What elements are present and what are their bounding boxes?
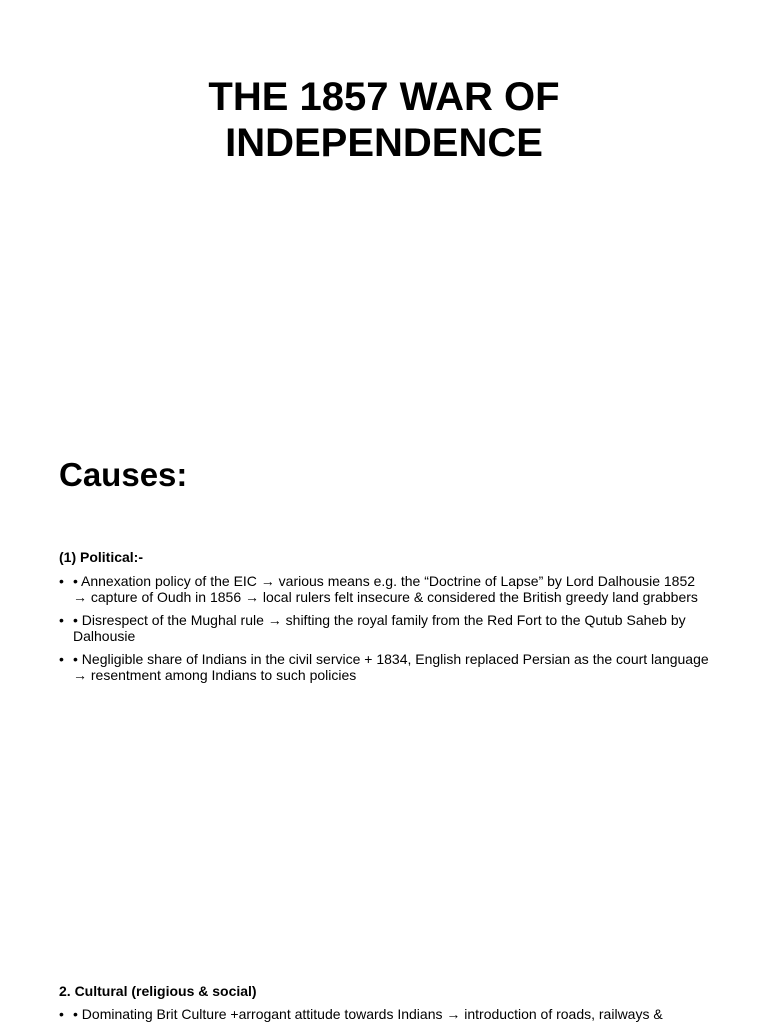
bullet-icon: • xyxy=(59,1006,64,1022)
cultural-list xyxy=(59,1007,709,1031)
title-line-1: THE 1857 WAR OF xyxy=(208,75,560,119)
list-item-text: • Disrespect of the Mughal rule → shifting the royal family from the Red Fort to the Qutub Saheb by Dalhousie xyxy=(73,612,686,644)
bullet-icon: • xyxy=(59,651,64,667)
causes-heading: Causes: xyxy=(59,456,188,493)
political-heading: (1) Political:- xyxy=(59,549,144,565)
list-item xyxy=(59,1007,709,1023)
bullet-icon: • xyxy=(59,573,64,589)
cultural-heading: 2. Cultural (religious & social) xyxy=(59,983,257,999)
list-item-text: • Dominating Brit Culture +arrogant attitude towards Indians → introduction of roads, railways & xyxy=(73,1006,663,1022)
political-list xyxy=(59,574,709,691)
page-title xyxy=(0,74,768,166)
list-item-text: • Annexation policy of the EIC → various means e.g. the “Doctrine of Lapse” by Lord Dalhousie 1852 → capture of Oudh in 1856 → local rulers felt insecure & considered the British greedy land grabbers xyxy=(73,573,698,605)
bullet-icon: • xyxy=(59,612,64,628)
list-item-text: • Negligible share of Indians in the civil service + 1834, English replaced Persian as the court language → resentment among Indians to such policies xyxy=(73,651,709,683)
list-item xyxy=(59,613,709,644)
list-item xyxy=(59,574,709,605)
list-item xyxy=(59,652,709,683)
title-line-2: INDEPENDENCE xyxy=(225,121,543,165)
